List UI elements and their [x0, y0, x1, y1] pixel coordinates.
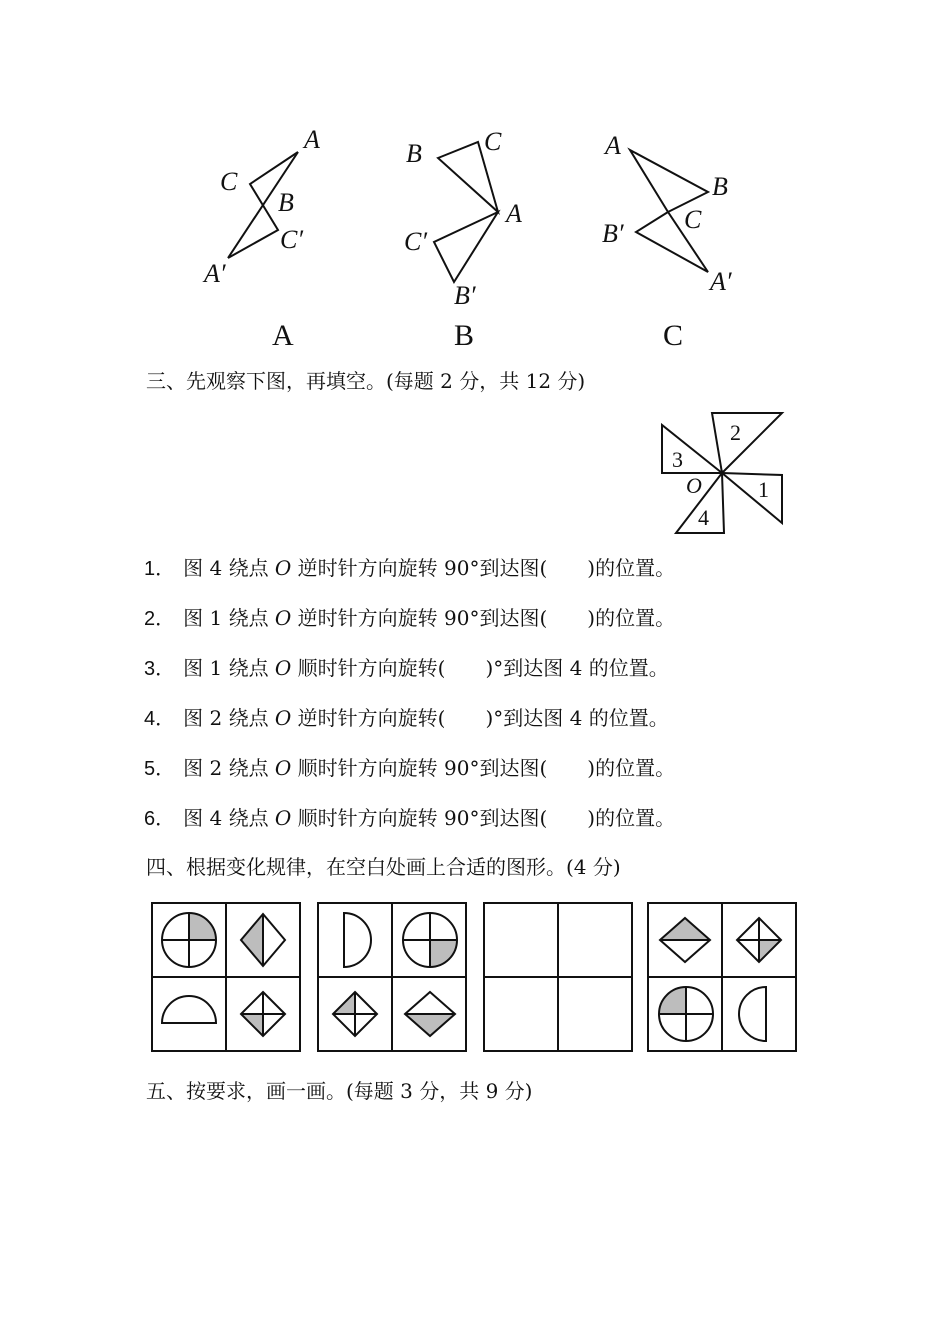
diamond-quarter-shaded: [241, 992, 285, 1036]
pattern-grid-2: [318, 903, 466, 1051]
figure-c-label-b: B: [712, 172, 728, 201]
diamond-quarter-shaded: [737, 918, 781, 962]
figure-b-label-b-prime: B′: [454, 281, 476, 310]
figure-a-label-a: A: [304, 125, 320, 154]
pinwheel-label-1: 1: [758, 477, 769, 502]
figure-a-label-c-prime: C′: [280, 225, 304, 254]
figure-b-label-a: A: [506, 199, 522, 228]
diamond-half-shaded: [241, 914, 285, 966]
section4-heading: 四、根据变化规律，在空白处画上合适的图形。(4 分): [146, 855, 621, 879]
figure-c-label-c: C: [684, 205, 702, 234]
option-figure-b: [404, 127, 522, 352]
pinwheel-label-4: 4: [698, 505, 709, 530]
question-3: 3． 图 1 绕点 O 顺时针方向旋转( )°到达图 4 的位置。: [144, 656, 669, 680]
question-4: 4． 图 2 绕点 O 逆时针方向旋转( )°到达图 4 的位置。: [144, 706, 669, 730]
figure-b-label-b: B: [406, 139, 422, 168]
figure-b-caption: B: [454, 319, 475, 352]
circle-quarter-shaded: [403, 913, 457, 967]
semicircle-shape: [162, 996, 216, 1023]
pinwheel-triangle-3: [662, 425, 722, 473]
section5-heading: 五、按要求，画一画。(每题 3 分，共 9 分): [146, 1079, 533, 1103]
question-1: 1． 图 4 绕点 O 逆时针方向旋转 90°到达图( )的位置。: [144, 556, 676, 580]
diamond-half-shaded: [405, 992, 455, 1036]
figure-c-label-a: A: [605, 131, 621, 160]
pinwheel-triangle-1: [722, 473, 782, 523]
pattern-grid-blank[interactable]: [484, 903, 632, 1051]
pinwheel-figure: [650, 405, 795, 545]
option-figure-c: [602, 131, 732, 352]
diamond-half-shaded: [660, 918, 710, 962]
figure-c-caption: C: [663, 319, 684, 352]
figure-a-label-a-prime: A′: [204, 259, 226, 288]
figure-a-label-c: C: [220, 167, 238, 196]
pattern-grids: [0, 895, 950, 1060]
figure-b-label-c: C: [484, 127, 502, 156]
pinwheel-center-label: O: [686, 473, 702, 498]
figure-a-caption: A: [272, 319, 294, 352]
semicircle-shape: [344, 913, 371, 967]
question-6: 6． 图 4 绕点 O 顺时针方向旋转 90°到达图( )的位置。: [144, 806, 676, 830]
figure-c-upper-triangle: [630, 150, 708, 212]
diamond-quarter-shaded: [333, 992, 377, 1036]
section3-heading: 三、先观察下图，再填空。(每题 2 分，共 12 分): [146, 369, 586, 393]
circle-quarter-shaded: [162, 913, 216, 967]
option-figure-a: [202, 125, 320, 352]
figure-b-label-c-prime: C′: [404, 227, 428, 256]
pinwheel-triangle-2: [712, 413, 782, 473]
figure-c-label-a-prime: A′: [710, 267, 732, 296]
figure-a-label-b: B: [278, 188, 294, 217]
pattern-grid-1: [152, 903, 300, 1051]
semicircle-shape: [739, 987, 766, 1041]
pinwheel-label-2: 2: [730, 420, 741, 445]
question-2: 2． 图 1 绕点 O 逆时针方向旋转 90°到达图( )的位置。: [144, 606, 676, 630]
option-figures: [0, 0, 950, 360]
pinwheel-label-3: 3: [672, 447, 683, 472]
figure-b-lower-triangle: [434, 212, 498, 282]
figure-c-label-b-prime: B′: [602, 219, 624, 248]
circle-quarter-shaded: [659, 987, 713, 1041]
pattern-grid-4: [648, 903, 796, 1051]
question-5: 5． 图 2 绕点 O 顺时针方向旋转 90°到达图( )的位置。: [144, 756, 676, 780]
